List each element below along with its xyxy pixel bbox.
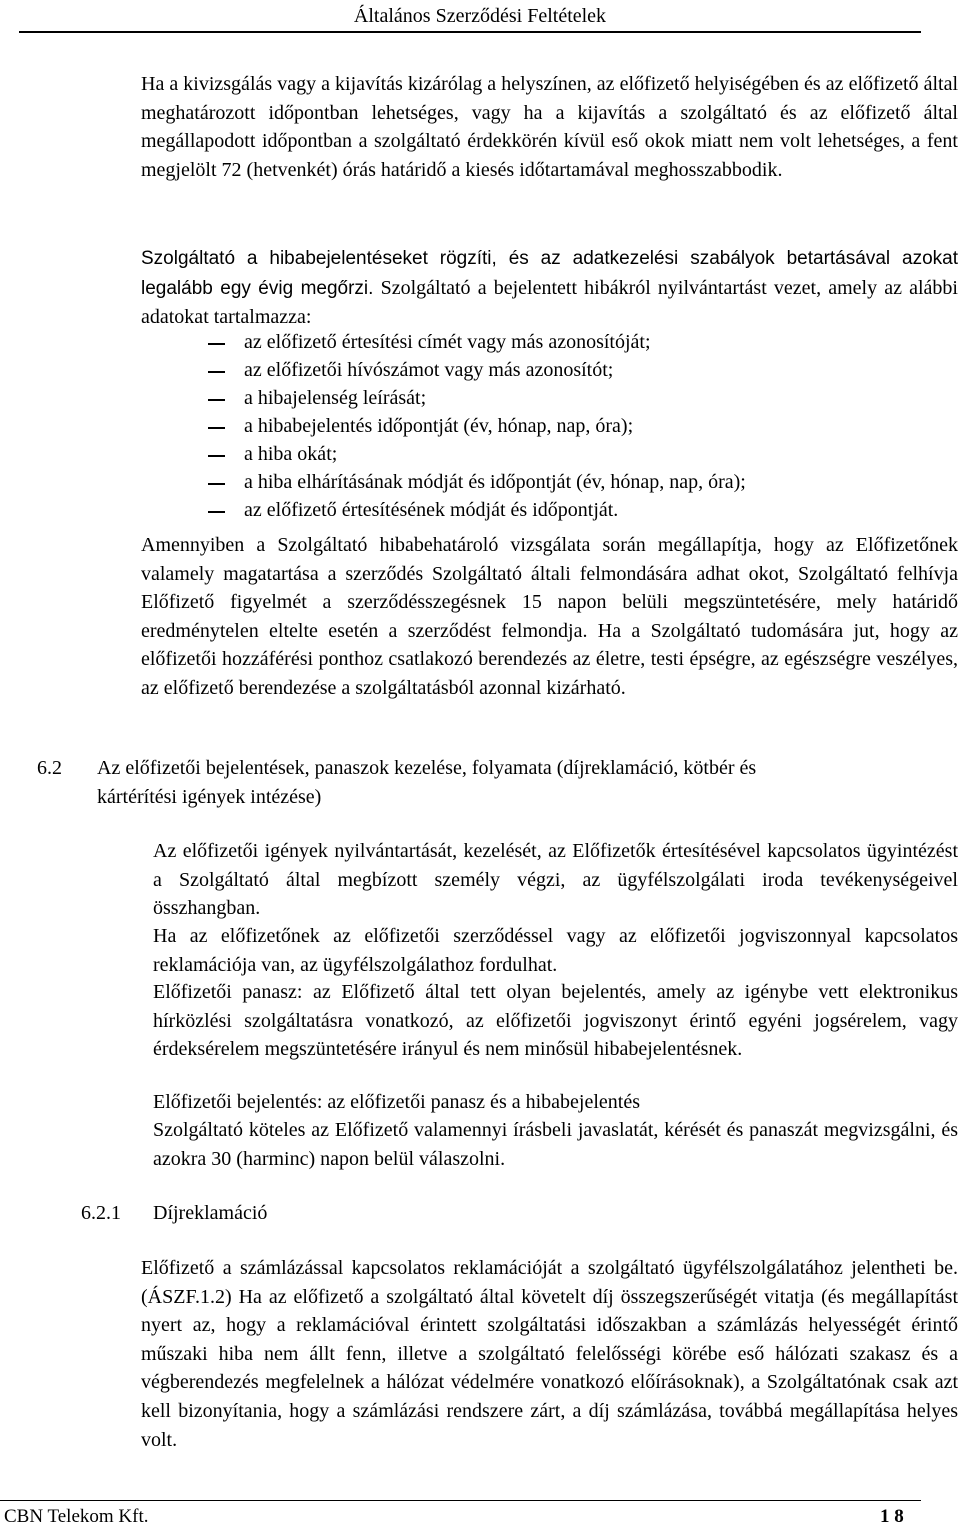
list-item: az előfizető értesítési címét vagy más azonosítóját;	[244, 331, 651, 353]
footer-company: CBN Telekom Kft.	[4, 1506, 149, 1527]
paragraph-fault-records	[141, 244, 958, 332]
dash-bullet	[208, 343, 225, 345]
dash-bullet	[208, 427, 225, 429]
dash-bullet	[208, 371, 225, 373]
fault-records-serif-text: Szolgáltató a bejelentett hibákról nyilvántartást vezet, amely az alábbi adatokat tartalmazza:	[141, 276, 958, 329]
dash-bullet	[208, 483, 225, 485]
dash-bullet	[208, 511, 225, 513]
dash-bullet	[208, 399, 225, 401]
section-6-2-title-line1: Az előfizetői bejelentések, panaszok kezelése, folyamata (díjreklamáció, kötbér és	[97, 757, 757, 779]
list-item: az előfizető értesítésének módját és időpontját.	[244, 499, 619, 521]
list-item: a hibabejelentés időpontját (év, hónap, nap, óra);	[244, 415, 634, 437]
section-6-2-1-title: Díjreklamáció	[153, 1202, 268, 1224]
section-6-2-title-line2: kártérítési igények intézése)	[97, 786, 322, 808]
paragraph-claims-handling: Az előfizetői igények nyilvántartását, kezelését, az Előfizetők értesítésével kapcsolatos ügyintézést a Szolgáltató által megbízott személy végzi, az ügyfélszolgálati iroda tevékenységeivel összhangban.	[153, 840, 958, 920]
list-item: a hibajelenség leírását;	[244, 387, 427, 409]
paragraph-repair-deadline: Ha a kivizsgálás vagy a kijavítás kizárólag a helyszínen, az előfizető helyiségében és az előfizető által meghatározott időpontban lehetséges, vagy ha a kijavítás a szolgáltató és az előfizető által megállapodott időpontban a szolgáltató érdekkörén kívül eső okok miatt nem volt lehetséges, a fent megjelölt 72 (hetvenkét) órás határidő a kiesés időtartamával meghosszabbodik.	[141, 73, 958, 181]
paragraph-response-deadline: Szolgáltató köteles az Előfizető valamennyi írásbeli javaslatát, kérését és panaszát megvizsgálni, és azokra 30 (harminc) napon belül válaszolni.	[153, 1119, 958, 1170]
list-item: az előfizetői hívószámot vagy más azonosítót;	[244, 359, 614, 381]
running-header-title: Általános Szerződési Feltételek	[353, 5, 607, 27]
fault-records-sans-text: Szolgáltató a hibabejelentéseket rögzíti, és az adatkezelési szabályok betartásával azokat legalább egy évig megőrzi.	[141, 248, 958, 299]
paragraph-billing-complaint: Előfizető a számlázással kapcsolatos reklamációját a szolgáltató ügyfélszolgálatához jelentheti be. (ÁSZF.1.2) Ha az előfizető a szolgáltató által követelt díj összegszerűségét vitatja (és megállapítást nyert az, hogy a reklamációval érintett szolgáltatási időszakban a számlázás helyességét érintő műszaki hiba nem állt fenn, illetve a szolgáltató felelősségi körébe eső hálózati szakasz és a végberendezés megfelelnek a hálózat védelmére vonatkozó előírásoknak), a Szolgáltatónak csak azt kell bizonyítania, hogy a számlázási rendszere zárt, a díj számlázása, továbbá megállapítása helyes volt.	[141, 1257, 958, 1451]
list-item: a hiba okát;	[244, 443, 338, 465]
paragraph-notification-definition: Előfizetői bejelentés: az előfizetői panasz és a hibabejelentés	[153, 1091, 640, 1113]
paragraph-subscriber-conduct: Amennyiben a Szolgáltató hibabehatároló vizsgálata során megállapítja, hogy az Előfizetőnek valamely magatartása a szerződés Szolgáltató általi felmondására adhat okot, Szolgáltató felhívja Előfizető figyelmét a szerződésszegésnek 15 napon belüli megszüntetésére, mely határidő eredménytelen eltelte esetén a szerződést felmondja. Ha a Szolgáltató tudomására jut, hogy az előfizetői hozzáférési ponthoz csatlakozó berendezés az életre, testi épségre, az egészségre veszélyes, az előfizető berendezése a szolgáltatásból azonnal kizárható.	[141, 534, 958, 699]
footer-rule	[0, 1500, 921, 1501]
paragraph-complaint-contact: Ha az előfizetőnek az előfizetői szerződéssel vagy az előfizetői jogviszonnyal kapcsolatos reklamációja van, az ügyfélszolgálathoz fordulhat.	[153, 925, 958, 976]
dash-bullet	[208, 455, 225, 457]
footer-page-number: 1 8	[880, 1506, 904, 1527]
section-6-2-1-number: 6.2.1	[81, 1202, 121, 1224]
section-6-2-number: 6.2	[37, 757, 62, 779]
header-rule	[19, 31, 921, 33]
paragraph-complaint-definition: Előfizetői panasz: az Előfizető által tett olyan bejelentés, amely az igénybe vett elektronikus hírközlési szolgáltatásra vonatkozó, az előfizetői jogviszonyt érintő egyéni jogsérelem, vagy érdeksérelem megszüntetésére irányul és nem minősül hibabejelentésnek.	[153, 981, 958, 1061]
list-item: a hiba elhárításának módját és időpontját (év, hónap, nap, óra);	[244, 471, 746, 493]
